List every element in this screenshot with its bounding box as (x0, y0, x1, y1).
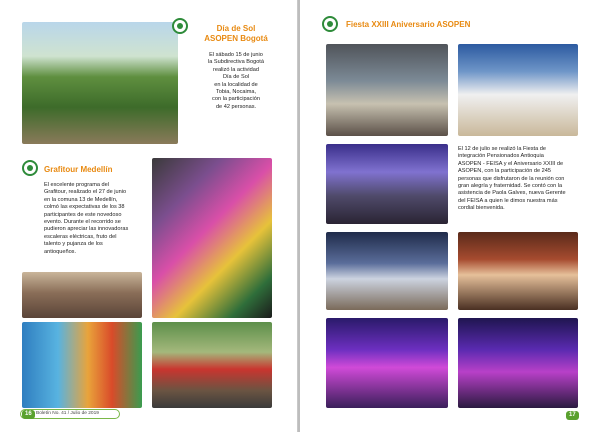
dia-de-sol-title-line1: Día de Sol (216, 24, 256, 33)
fiesta-line: integración Pensionados Antioquia (458, 153, 544, 160)
dia-de-sol-title-line2: ASOPEN Bogotá (204, 34, 268, 43)
dia-de-sol-line: con la participación (212, 96, 260, 103)
dia-de-sol-line: realizó la actividad (212, 66, 260, 73)
fiesta-stage-photo (326, 144, 448, 224)
grafitour-crowd-photo (22, 272, 142, 318)
grafitour-line: El excelente programa del (44, 182, 109, 188)
grafitour-title: Grafitour Medellín (44, 165, 113, 174)
grafitour-lion-mural-photo (22, 322, 142, 408)
footer-text: Boletín No. 41 / Julio de 2019 (36, 411, 99, 416)
dia-de-sol-line: Tobia, Nocaima, (215, 89, 257, 96)
fiesta-dance-photo-4 (458, 318, 578, 408)
grafitour-line: pudieron apreciar las innovadoras (44, 226, 129, 233)
fiesta-line: ASOPEN, con la participación de 245 (458, 168, 551, 175)
green-bullet-icon (322, 16, 338, 32)
grafitour-line: colmó las expectativas de los 38 (44, 204, 125, 211)
fiesta-line: ASOPEN - FEISA y el Aniversario XXIII de (458, 160, 564, 167)
grafitour-line: evento. Durante el recorrido se (44, 219, 121, 226)
left-page (0, 0, 298, 432)
dia-de-sol-photo (22, 22, 178, 144)
dia-de-sol-title (196, 24, 276, 44)
grafitour-line: en la comuna 13 de Medellín, (44, 196, 118, 203)
fiesta-line: personas que disfrutaron de la reunión con (458, 175, 565, 182)
dia-de-sol-line: El sábado 15 de junio (209, 52, 263, 58)
fiesta-line: gran alegría y fraternidad. Se contó con la (458, 183, 563, 190)
grafitour-line: escaleras eléctricas, fruto del (44, 233, 117, 240)
grafitour-body (44, 182, 148, 256)
right-page (300, 0, 600, 432)
dia-de-sol-line: en la localidad de (214, 81, 258, 88)
fiesta-body (458, 146, 588, 213)
fiesta-title: Fiesta XXIII Aniversario ASOPEN (346, 20, 471, 29)
green-bullet-icon (172, 18, 188, 34)
page-number-right: 17 (566, 411, 579, 420)
grafitour-line: participantes de este novedoso (44, 211, 122, 218)
fiesta-hall-photo (458, 44, 578, 136)
fiesta-banner-photo (326, 44, 448, 136)
grafitour-line: Grafitour, realizado el 27 de junio (44, 189, 127, 196)
dia-de-sol-line: la Subdirectiva Bogotá (208, 59, 264, 66)
grafitour-market-photo (152, 322, 272, 408)
grafitour-line: talento y pujanza de los (44, 241, 103, 248)
fiesta-dance-photo-1 (326, 232, 448, 310)
dia-de-sol-line: de 42 personas. (215, 103, 257, 110)
dia-de-sol-line: Día de Sol (222, 74, 250, 81)
fiesta-dance-photo-2 (458, 232, 578, 310)
page-number-left: 16 (22, 410, 35, 419)
green-bullet-icon (22, 160, 38, 176)
fiesta-line: del FEISA a quien le dimos nuestra más (458, 197, 558, 204)
fiesta-dance-photo-3 (326, 318, 448, 408)
fiesta-line: asistencia de Paola Galves, nueva Gerente (458, 190, 566, 197)
dia-de-sol-body (186, 52, 286, 111)
fiesta-line: cordial bienvenida. (458, 205, 505, 212)
fiesta-line: El 12 de julio se realizó la Fiesta de (458, 146, 546, 152)
grafitour-line: antioqueños. (44, 248, 77, 255)
grafitour-mural-photo (152, 158, 272, 318)
